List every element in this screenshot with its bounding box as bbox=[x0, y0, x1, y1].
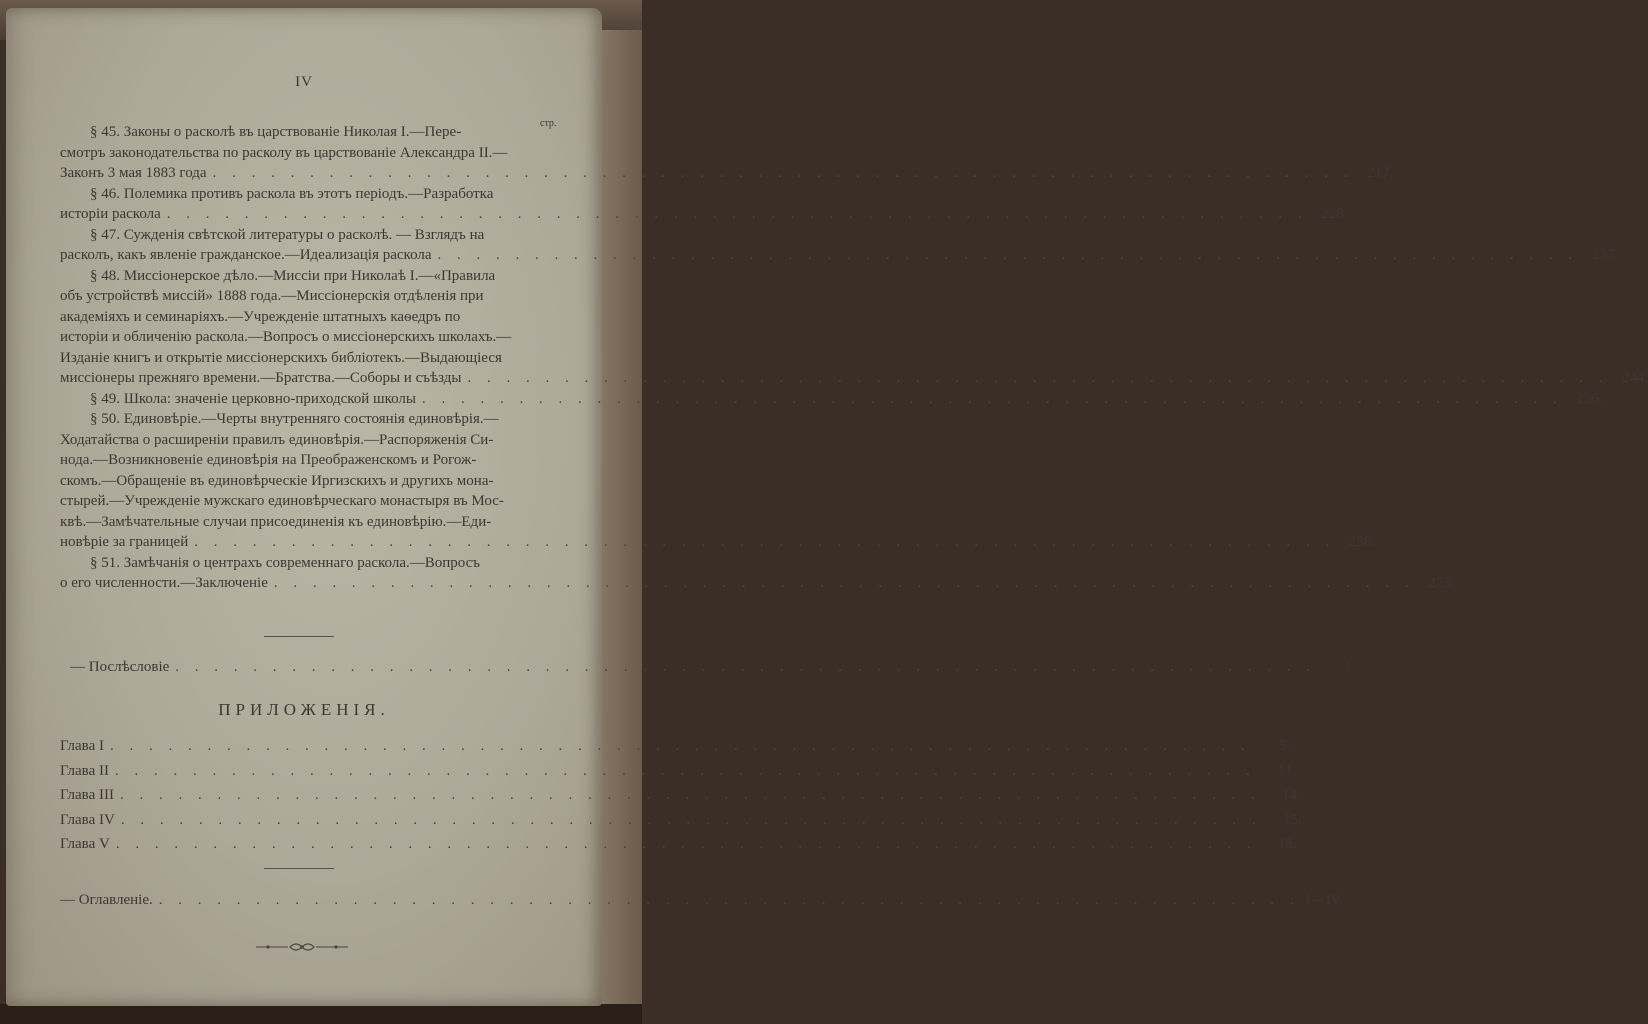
toc-entry-text: исторіи и обличенію раскола.—Вопросъ о миссіонерскихъ школахъ.— bbox=[60, 329, 512, 345]
toc-entry-text: § 45. Законы о расколѣ въ царствованіе Николая I.—Пере- bbox=[90, 124, 462, 140]
toc-entry bbox=[60, 266, 1648, 389]
appendix-page: 15. bbox=[1282, 811, 1302, 828]
toc-entry-text: исторіи раскола bbox=[60, 206, 161, 222]
dot-leader: . . . . . . . . . . . . . . . . . . . . . . . . . . . . . . . . . . . . . . . . . . . . . . . . . . . . . . . . . . . bbox=[194, 534, 1335, 550]
postscript-page: 1. bbox=[1344, 659, 1357, 675]
appendix-page: 18. bbox=[1277, 836, 1297, 852]
contents-page: I—IV. bbox=[1305, 892, 1344, 908]
dot-leader: . . . . . . . . . . . . . . . . . . . . . . . . . . . . . . . . . . . . . . . . . . . . . . . . . . . . . . . . . . . bbox=[120, 811, 1262, 828]
appendix-label: Глава III bbox=[60, 787, 114, 803]
postscript-entry bbox=[70, 659, 1357, 676]
toc-entry-page: 258. bbox=[1348, 534, 1375, 550]
dot-leader: . . . . . . . . . . . . . . . . . . . . . . . . . . . . . . . . . . . . . . . . . . . . . . . . . . . . . . . . . . . bbox=[273, 575, 1415, 591]
separator-rule bbox=[264, 868, 334, 869]
toc-entry-text: объ устройствѣ миссій» 1888 года.—Миссіонерскія отдѣленія при bbox=[60, 288, 484, 304]
toc-entry-text: Законъ 3 мая 1883 года bbox=[60, 165, 207, 181]
toc-entry-text: § 49. Школа: значеніе церковно-приходской школы bbox=[90, 390, 416, 407]
toc-entry-text: новѣріе за границей bbox=[60, 534, 189, 550]
dot-leader: . . . . . . . . . . . . . . . . . . . . . . . . . . . . . . . . . . . . . . . . . . . . . . . . . . . . . . . . . . . bbox=[166, 206, 1308, 222]
toc-entry-page: 237. bbox=[1592, 247, 1619, 263]
toc-entry-text: о его численности.—Заключеніе bbox=[60, 575, 268, 591]
dot-leader: . . . . . . . . . . . . . . . . . . . . . . . . . . . . . . . . . . . . . . . . . . . . . . . . . . . . . . . . . . . bbox=[422, 390, 1563, 407]
appendix-title: ПРИЛОЖЕНІЯ. bbox=[218, 700, 390, 719]
toc-entry bbox=[60, 553, 1455, 594]
appendix-entry bbox=[60, 783, 1301, 808]
toc-entry-text: Ходатайства о расширеніи правилъ единовѣрія.—Распоряженія Си- bbox=[60, 431, 494, 448]
toc-entry-text: нода.—Возникновеніе единовѣрія на Преображенскомъ и Рогож- bbox=[60, 452, 477, 468]
toc-entry-page: 256. bbox=[1576, 390, 1603, 407]
toc-entry-page: 217. bbox=[1367, 165, 1394, 181]
appendix-page: 14. bbox=[1281, 787, 1301, 803]
postscript-label: — Послѣсловіе bbox=[70, 659, 170, 675]
appendix-label: Глава II bbox=[60, 762, 109, 779]
toc-entry-text: стырей.—Учрежденіе мужскаго единовѣрческаго монастыря въ Мос- bbox=[60, 493, 504, 509]
toc-entry-text: расколъ, какъ явленіе гражданское.—Идеализація раскола bbox=[60, 247, 432, 263]
book-bottom-edge bbox=[0, 1004, 642, 1024]
contents-entry bbox=[60, 892, 1344, 909]
page-column-label: стр. bbox=[540, 118, 557, 129]
toc-entry bbox=[60, 122, 1394, 184]
toc-entry-page: 228. bbox=[1321, 206, 1348, 222]
page-number: IV bbox=[295, 74, 313, 90]
dot-leader: . . . . . . . . . . . . . . . . . . . . . . . . . . . . . . . . . . . . . . . . . . . . . . . . . . . . . . . . . . . bbox=[158, 892, 1300, 908]
appendix-entry bbox=[60, 759, 1296, 784]
toc-entry-text: смотръ законодательства по расколу въ царствованіе Александра II.— bbox=[60, 144, 508, 161]
toc-entry-text: § 48. Миссіонерское дѣло.—Миссіи при Николаѣ I.—«Правила bbox=[90, 267, 496, 284]
toc-entry-text: миссіонеры прежняго времени.—Братства.—Соборы и съѣзды bbox=[60, 370, 462, 386]
toc-entry bbox=[60, 225, 1619, 266]
appendix-label: Глава V bbox=[60, 836, 110, 852]
dot-leader: . . . . . . . . . . . . . . . . . . . . . . . . . . . . . . . . . . . . . . . . . . . . . . . . . . . . . . . . . . . bbox=[119, 787, 1261, 803]
table-of-contents bbox=[60, 122, 1648, 594]
toc-entry-text: скомъ.—Обращеніе въ единовѣрческіе Иргизскихъ и другихъ мона- bbox=[60, 472, 494, 489]
toc-entry-text: академіяхъ и семинаріяхъ.—Учрежденіе штатныхъ каѳедръ по bbox=[60, 308, 461, 325]
dot-leader: . . . . . . . . . . . . . . . . . . . . . . . . . . . . . . . . . . . . . . . . . . . . . . . . . . . . . . . . . . . bbox=[109, 738, 1251, 754]
appendix-label: Глава IV bbox=[60, 811, 115, 828]
ornament-icon bbox=[254, 940, 350, 954]
toc-entry-text: квѣ.—Замѣчательные случаи присоединенія къ единовѣрію.—Еди- bbox=[60, 513, 492, 530]
toc-entry bbox=[60, 389, 1603, 410]
toc-entry bbox=[60, 184, 1348, 225]
toc-entry bbox=[60, 409, 1375, 553]
toc-entry-text: Изданіе книгъ и открытіе миссіонерскихъ библіотекъ.—Выдающіеся bbox=[60, 349, 502, 366]
toc-entry-text: § 47. Сужденія свѣтской литературы о расколѣ. — Взглядъ на bbox=[90, 226, 485, 243]
appendix-entry bbox=[60, 832, 1297, 857]
appendix-list bbox=[60, 734, 1302, 857]
dot-leader: . . . . . . . . . . . . . . . . . . . . . . . . . . . . . . . . . . . . . . . . . . . . . . . . . . . . . . . . . . . bbox=[467, 370, 1609, 386]
contents-label: — Оглавленіе. bbox=[60, 892, 153, 908]
appendix-entry bbox=[60, 808, 1302, 833]
appendix-page: 11. bbox=[1277, 762, 1296, 779]
toc-entry-page: 244. bbox=[1622, 370, 1648, 386]
toc-entry-text: § 46. Полемика противъ раскола въ этотъ періодъ.—Разработка bbox=[90, 185, 494, 202]
toc-entry-page: 273. bbox=[1428, 575, 1455, 591]
toc-entry-text: § 50. Единовѣріе.—Черты внутренняго состоянія единовѣрія.— bbox=[90, 411, 499, 427]
appendix-entry bbox=[60, 734, 1291, 759]
dot-leader: . . . . . . . . . . . . . . . . . . . . . . . . . . . . . . . . . . . . . . . . . . . . . . . . . . . . . . . . . . . bbox=[212, 165, 1354, 181]
toc-entry-text: § 51. Замѣчанія о центрахъ современнаго раскола.—Вопросъ bbox=[90, 554, 481, 571]
appendix-page: 5. bbox=[1279, 738, 1291, 754]
appendix-label: Глава I bbox=[60, 738, 104, 754]
book-page bbox=[6, 8, 1648, 1006]
separator-rule bbox=[264, 636, 334, 637]
dot-leader: . . . . . . . . . . . . . . . . . . . . . . . . . . . . . . . . . . . . . . . . . . . . . . . . . . . . . . . . . . . bbox=[437, 247, 1579, 263]
dot-leader: . . . . . . . . . . . . . . . . . . . . . . . . . . . . . . . . . . . . . . . . . . . . . . . . . . . . . . . . . . . bbox=[114, 762, 1256, 779]
dot-leader: . . . . . . . . . . . . . . . . . . . . . . . . . . . . . . . . . . . . . . . . . . . . . . . . . . . . . . . . . . . bbox=[175, 659, 1317, 675]
dot-leader: . . . . . . . . . . . . . . . . . . . . . . . . . . . . . . . . . . . . . . . . . . . . . . . . . . . . . . . . . . . bbox=[115, 836, 1257, 852]
